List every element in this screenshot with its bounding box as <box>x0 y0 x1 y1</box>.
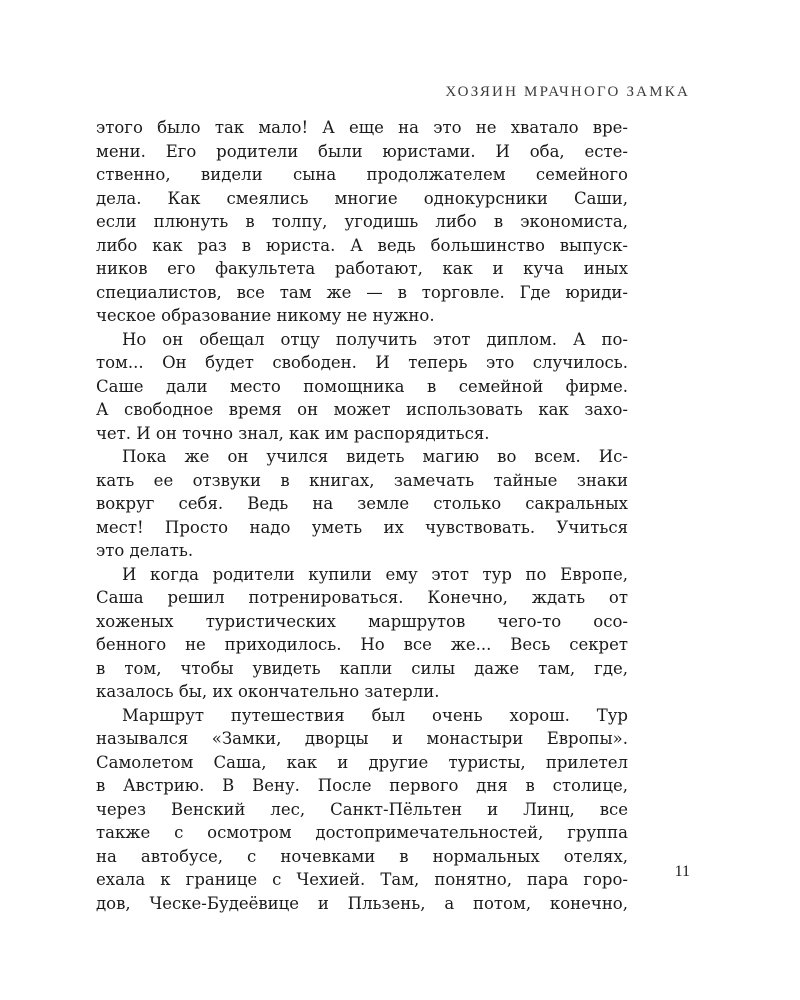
text-line: специалистов, все там же — в торговле. Где юриди- <box>96 282 628 302</box>
text-line: дела. Как смеялись многие однокурсники Саши, <box>96 188 628 208</box>
text-line: в том, чтобы увидеть капли силы даже там, где, <box>96 658 628 678</box>
text-line: дов, Ческе-Будеёвице и Пльзень, а потом, конечно, <box>96 893 628 913</box>
text-line: ственно, видели сына продолжателем семейного <box>96 165 628 184</box>
text-line: через Венский лес, Санкт-Пёльтен и Линц, все <box>96 799 628 819</box>
text-line: чет. И он точно знал, как им распорядиться. <box>96 423 490 443</box>
text-line: ехала к границе с Чехией. Там, понятно, пара горо- <box>96 870 628 889</box>
text-line: Саша решил потренироваться. Конечно, ждать от <box>96 588 628 607</box>
text-line: хоженых туристических маршрутов чего-то осо- <box>96 611 628 631</box>
text-line: мени. Его родители были юристами. И оба, есте- <box>96 141 628 161</box>
text-line: кать ее отзвуки в книгах, замечать тайные знаки <box>96 470 628 490</box>
text-line: ческое образование никому не нужно. <box>96 306 435 325</box>
text-line: также с осмотром достопримечательностей, группа <box>96 823 628 842</box>
body-text <box>96 116 628 915</box>
text-line: И когда родители купили ему этот тур по Европе, <box>122 564 628 584</box>
running-head: ХОЗЯИН МРАЧНОГО ЗАМКА <box>445 84 690 100</box>
text-line: вокруг себя. Ведь на земле столько сакральных <box>96 494 628 513</box>
text-line: на автобусе, с ночевками в нормальных отелях, <box>96 846 628 866</box>
text-line: Но он обещал отцу получить этот диплом. А по- <box>122 329 628 349</box>
text-line: Маршрут путешествия был очень хорош. Тур <box>122 705 628 725</box>
text-line: Самолетом Саша, как и другие туристы, прилетел <box>96 752 628 772</box>
text-line: том... Он будет свободен. И теперь это случилось. <box>96 353 628 372</box>
text-line: бенного не приходилось. Но все же... Весь секрет <box>96 635 628 654</box>
text-line: ников его факультета работают, как и куча иных <box>96 259 628 278</box>
text-line: казалось бы, их окончательно затерли. <box>96 682 440 701</box>
text-line: этого было так мало! А еще на это не хватало вре- <box>96 118 628 137</box>
text-line: назывался «Замки, дворцы и монастыри Европы». <box>96 729 628 748</box>
text-line: Саше дали место помощника в семейной фирме. <box>96 376 628 396</box>
text-line: в Австрию. В Вену. После первого дня в столице, <box>96 776 628 795</box>
text-line: если плюнуть в толпу, угодишь либо в экономиста, <box>96 212 628 231</box>
text-line: это делать. <box>96 541 194 560</box>
text-line: мест! Просто надо уметь их чувствовать. Учиться <box>96 517 628 537</box>
text-line: либо как раз в юриста. А ведь большинство выпуск- <box>96 235 628 255</box>
page-number: 11 <box>674 863 690 880</box>
text-line: А свободное время он может использовать как захо- <box>96 400 628 419</box>
text-line: Пока же он учился видеть магию во всем. Ис- <box>122 447 628 466</box>
